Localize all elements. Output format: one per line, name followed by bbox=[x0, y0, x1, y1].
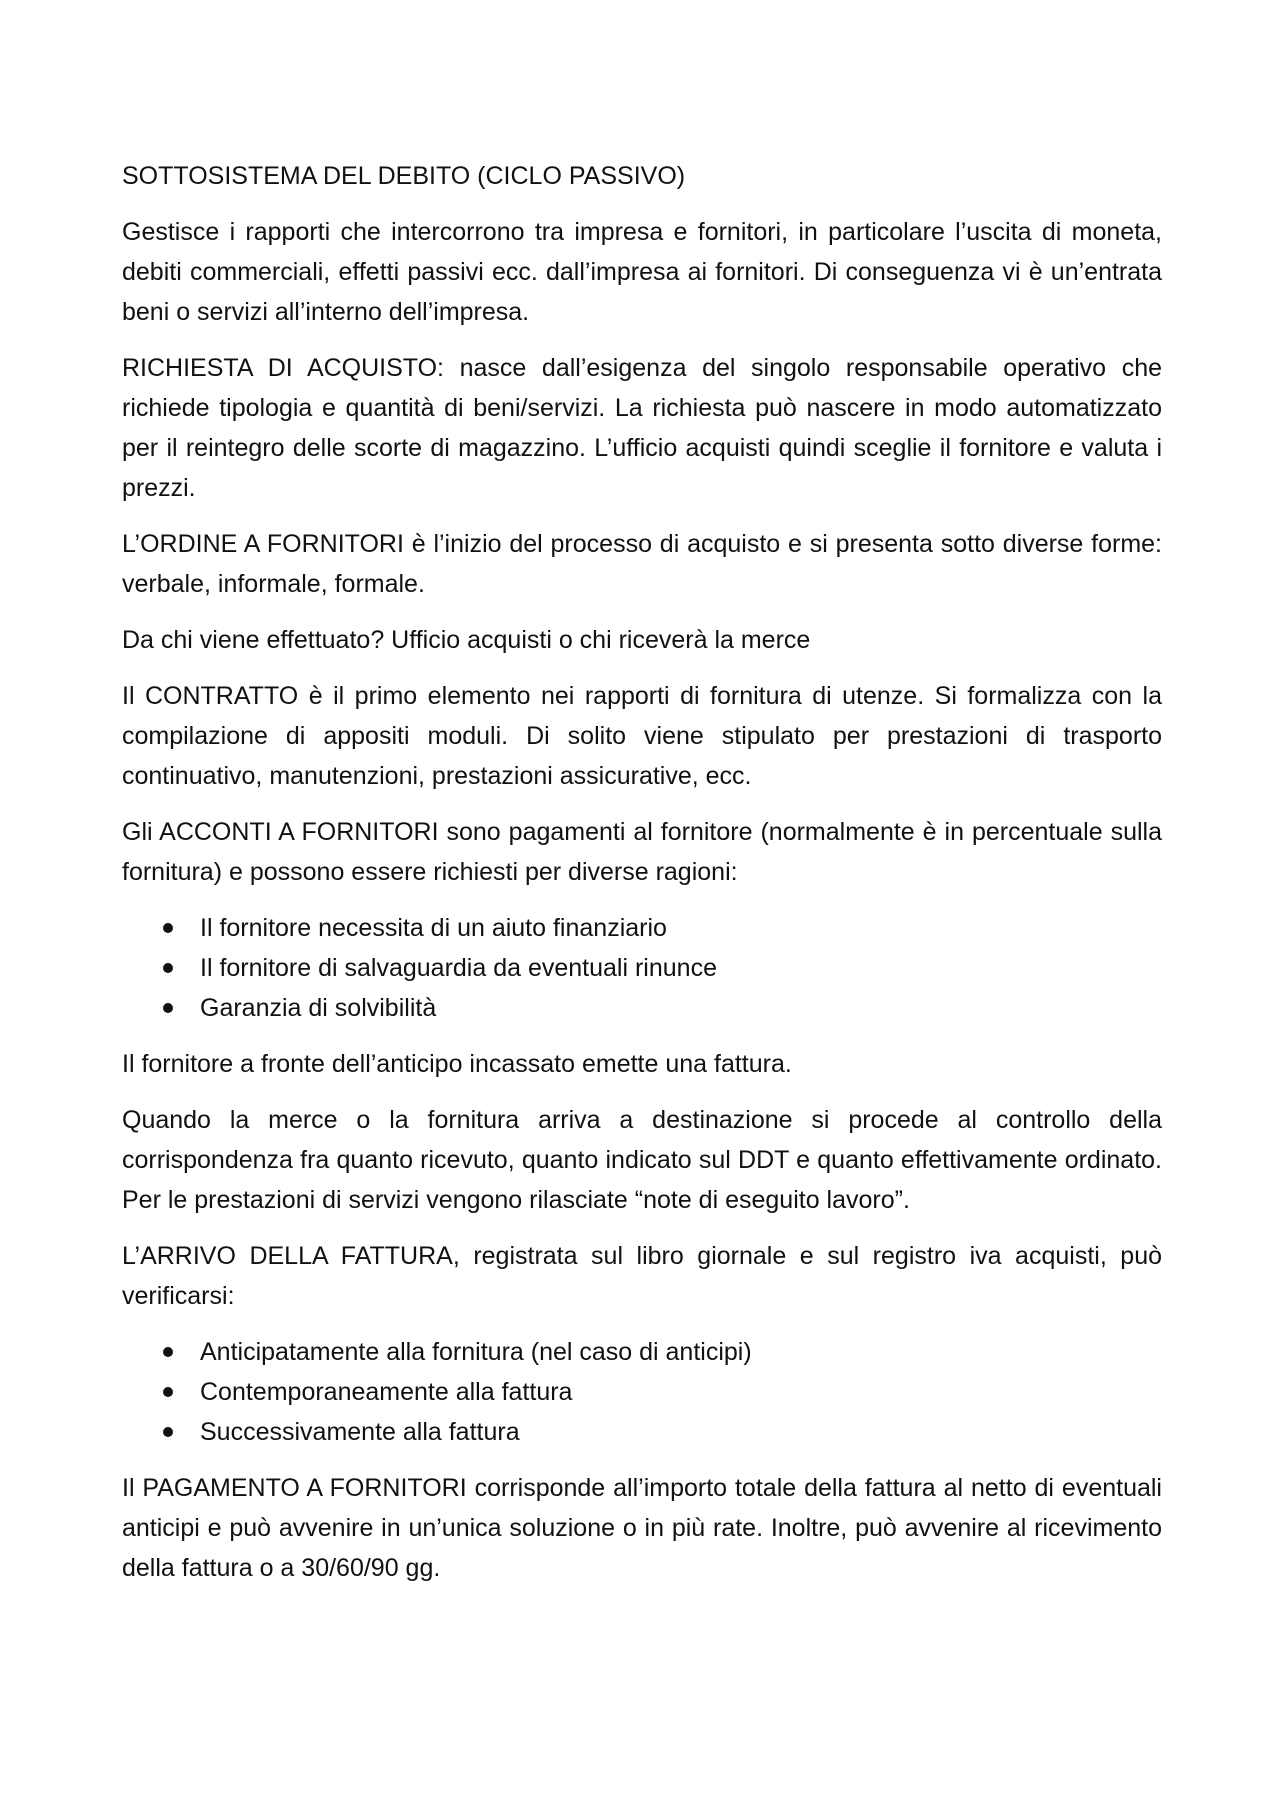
list-item-text: Il fornitore necessita di un aiuto finanziario bbox=[200, 914, 667, 942]
list-item-text: Successivamente alla fattura bbox=[200, 1418, 520, 1446]
document-body bbox=[122, 156, 1162, 1604]
list-item-text: Contemporaneamente alla fattura bbox=[200, 1378, 573, 1406]
bullet-icon bbox=[163, 963, 173, 973]
bullet-list-acconti-ragioni bbox=[122, 908, 1162, 1028]
list-item bbox=[122, 1372, 1162, 1412]
document-title: SOTTOSISTEMA DEL DEBITO (CICLO PASSIVO) bbox=[122, 162, 686, 190]
list-item bbox=[122, 948, 1162, 988]
paragraph-controllo-merce: Quando la merce o la fornitura arriva a destinazione si procede al controllo della corrispondenza fra quanto ricevuto, quanto indicato sul DDT e quanto effettivamente ordinato. Per le prestazioni di servizi vengono rilasciate “note di eseguito lavoro”. bbox=[122, 1106, 1162, 1214]
paragraph-intro: Gestisce i rapporti che intercorrono tra impresa e fornitori, in particolare l’uscita di moneta, debiti commerciali, effetti passivi ecc. dall’impresa ai fornitori. Di conseguenza vi è un’entrata beni o servizi all’interno dell’impresa. bbox=[122, 218, 1162, 326]
paragraph-arrivo-fattura: L’ARRIVO DELLA FATTURA, registrata sul libro giornale e sul registro iva acquisti, può verificarsi: bbox=[122, 1242, 1162, 1310]
paragraph-fattura-anticipo: Il fornitore a fronte dell’anticipo incassato emette una fattura. bbox=[122, 1050, 792, 1078]
bullet-icon bbox=[163, 1427, 173, 1437]
bullet-icon bbox=[163, 1347, 173, 1357]
list-item bbox=[122, 908, 1162, 948]
list-item-text: Anticipatamente alla fornitura (nel caso di anticipi) bbox=[200, 1338, 752, 1366]
paragraph-contratto: Il CONTRATTO è il primo elemento nei rapporti di fornitura di utenze. Si formalizza con la compilazione di appositi moduli. Di solito viene stipulato per prestazioni di trasporto continuativo, manutenzioni, prestazioni assicurative, ecc. bbox=[122, 682, 1162, 790]
bullet-icon bbox=[163, 1387, 173, 1397]
list-item-text: Garanzia di solvibilità bbox=[200, 994, 437, 1022]
list-item-text: Il fornitore di salvaguardia da eventuali rinunce bbox=[200, 954, 717, 982]
bullet-icon bbox=[163, 923, 173, 933]
paragraph-chi-effettua: Da chi viene effettuato? Ufficio acquisti o chi riceverà la merce bbox=[122, 626, 811, 654]
list-item bbox=[122, 1412, 1162, 1452]
paragraph-acconti: Gli ACCONTI A FORNITORI sono pagamenti al fornitore (normalmente è in percentuale sulla fornitura) e possono essere richiesti per diverse ragioni: bbox=[122, 818, 1162, 886]
bullet-icon bbox=[163, 1003, 173, 1013]
bullet-list-arrivo-fattura bbox=[122, 1332, 1162, 1452]
paragraph-ordine-fornitori: L’ORDINE A FORNITORI è l’inizio del processo di acquisto e si presenta sotto diverse forme: verbale, informale, formale. bbox=[122, 530, 1162, 598]
paragraph-richiesta-acquisto: RICHIESTA DI ACQUISTO: nasce dall’esigenza del singolo responsabile operativo che richiede tipologia e quantità di beni/servizi. La richiesta può nascere in modo automatizzato per il reintegro delle scorte di magazzino. L’ufficio acquisti quindi sceglie il fornitore e valuta i prezzi. bbox=[122, 354, 1162, 502]
paragraph-pagamento-fornitori: Il PAGAMENTO A FORNITORI corrisponde all’importo totale della fattura al netto di eventuali anticipi e può avvenire in un’unica soluzione o in più rate. Inoltre, può avvenire al ricevimento della fattura o a 30/60/90 gg. bbox=[122, 1474, 1162, 1582]
list-item bbox=[122, 1332, 1162, 1372]
list-item bbox=[122, 988, 1162, 1028]
